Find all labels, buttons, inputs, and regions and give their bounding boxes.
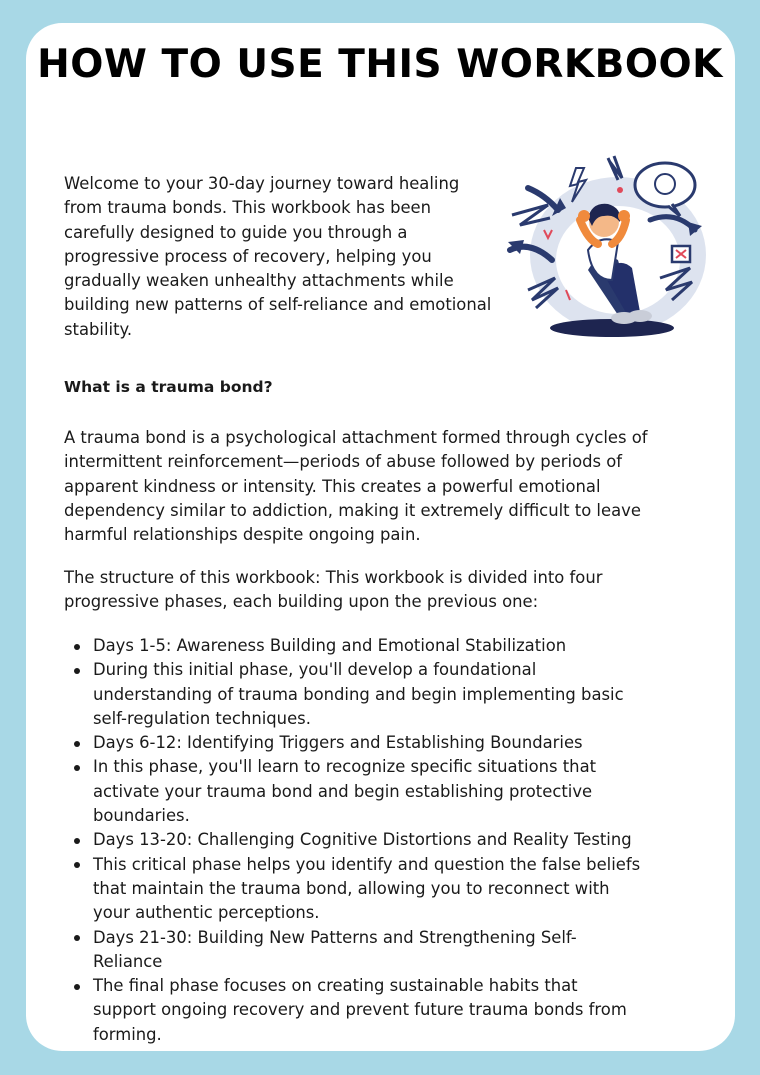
list-item: During this initial phase, you'll develop a foundational understanding of trauma bonding and begin implementing basic self-regulation techniques. bbox=[93, 658, 641, 731]
list-item: Days 13-20: Challenging Cognitive Distortions and Reality Testing bbox=[93, 828, 641, 852]
phases-list bbox=[93, 634, 641, 1047]
list-item: Days 1-5: Awareness Building and Emotional Stabilization bbox=[93, 634, 641, 658]
list-item: This critical phase helps you identify and question the false beliefs that maintain the trauma bond, allowing you to reconnect with your authentic perceptions. bbox=[93, 853, 641, 926]
structure-intro: The structure of this workbook: This workbook is divided into four progressive phases, each building upon the previous one: bbox=[64, 568, 603, 612]
page-title: HOW TO USE THIS WORKBOOK bbox=[37, 42, 723, 87]
list-item: In this phase, you'll learn to recognize specific situations that activate your trauma bond and begin establishing protective boundaries. bbox=[93, 755, 641, 828]
stressed-person-illustration bbox=[500, 150, 715, 345]
trauma-bond-heading: What is a trauma bond? bbox=[64, 378, 273, 396]
list-item: The final phase focuses on creating sustainable habits that support ongoing recovery and prevent future trauma bonds from forming. bbox=[93, 974, 641, 1047]
list-item: Days 21-30: Building New Patterns and Strengthening Self-Reliance bbox=[93, 926, 641, 975]
list-item: Days 6-12: Identifying Triggers and Establishing Boundaries bbox=[93, 731, 641, 755]
intro-paragraph: Welcome to your 30-day journey toward healing from trauma bonds. This workbook has been carefully designed to guide you through a progressive process of recovery, helping you gradually weaken unhealthy attachments while building new patterns of self-reliance and emotional stability. bbox=[64, 174, 492, 339]
trauma-bond-definition: A trauma bond is a psychological attachment formed through cycles of intermittent reinforcement—periods of abuse followed by periods of apparent kindness or intensity. This creates a powerful emotional dependency similar to addiction, making it extremely difficult to leave harmful relationships despite ongoing pain. bbox=[64, 428, 648, 545]
